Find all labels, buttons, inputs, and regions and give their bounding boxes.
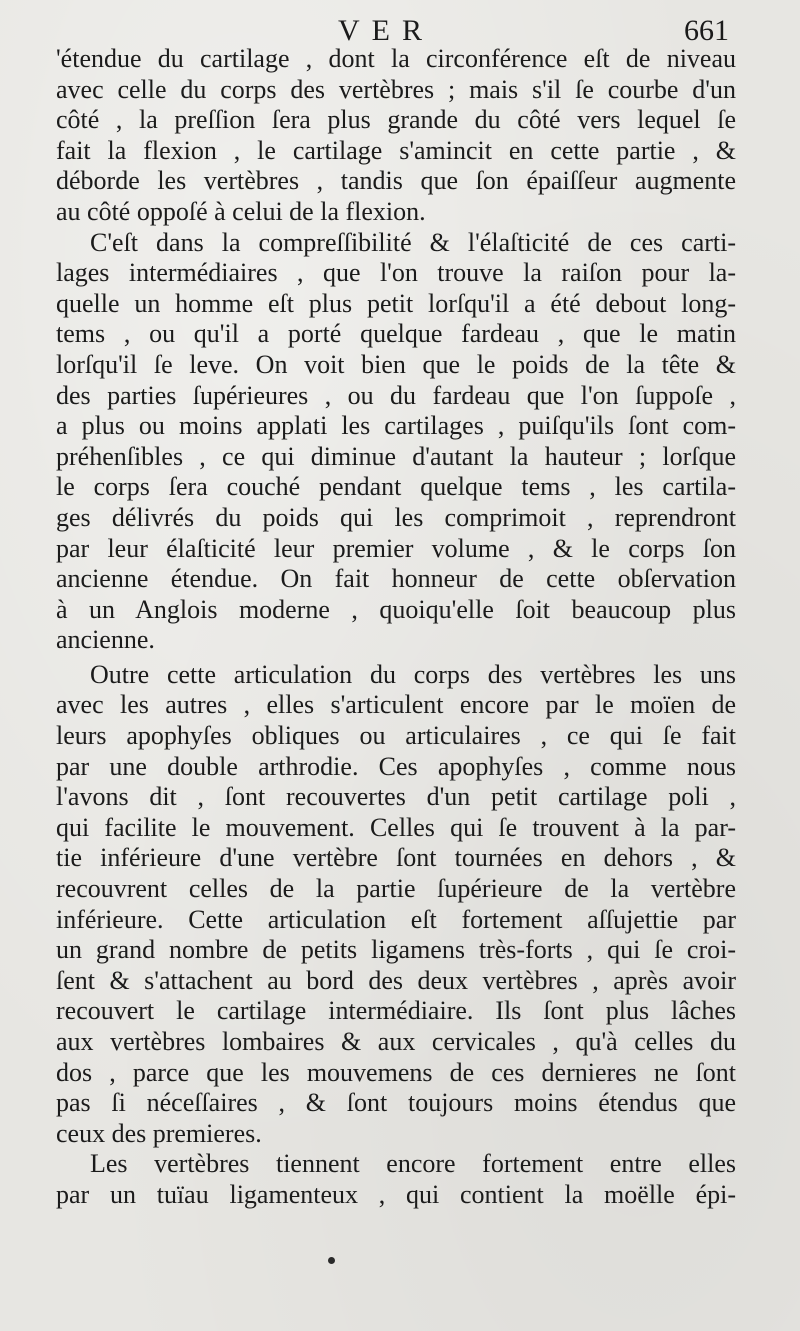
text-line: avec les autres , elles s'articulent encore par le moïen de <box>56 690 736 720</box>
text-line: par une double arthrodie. Ces apophyſes , comme nous <box>56 751 736 781</box>
text-line: dos , parce que les mouvemens de ces dernieres ne ſont <box>56 1057 736 1087</box>
text-line: fait la flexion , le cartilage s'amincit en cette partie , & <box>56 135 736 165</box>
text-line: leurs apophyſes obliques ou articulaires , ce qui ſe fait <box>56 721 736 751</box>
text-line: recouvert le cartilage intermédiaire. Ils ſont plus lâches <box>56 996 736 1026</box>
text-line: lages intermédiaires , que l'on trouve la raiſon pour la- <box>56 258 736 288</box>
text-line: déborde les vertèbres , tandis que ſon épaiſſeur augmente <box>56 166 736 196</box>
text-line: aux vertèbres lombaires & aux cervicales , qu'à celles du <box>56 1027 736 1056</box>
text-line: l'avons dit , ſont recouvertes d'un petit cartilage poli , <box>56 782 736 812</box>
text-line: ges délivrés du poids qui les comprimoit , reprendront <box>56 502 736 532</box>
paragraph-1 <box>56 44 736 228</box>
running-title: VER <box>338 14 434 47</box>
text-line: Outre cette articulation du corps des vertèbres les uns <box>90 659 736 689</box>
text-line: ancienne étendue. On fait honneur de cette obſervation <box>56 564 736 594</box>
text-line: côté , la preſſion ſera plus grande du côté vers lequel ſe <box>56 105 736 135</box>
text-line: inférieure. Cette articulation eſt fortement aſſujettie par <box>56 904 736 934</box>
text-line: ceux des premieres. <box>56 1118 262 1148</box>
text-line: par leur élaſticité leur premier volume , & le corps ſon <box>56 533 736 563</box>
paragraph-3 <box>56 660 736 1150</box>
text-line: des parties ſupérieures , ou du fardeau que l'on ſuppoſe , <box>56 380 736 410</box>
text-line: quelle un homme eſt plus petit lorſqu'il a été debout long- <box>56 288 736 318</box>
text-line: qui facilite le mouvement. Celles qui ſe trouvent à la par- <box>56 812 736 842</box>
text-line: au côté oppoſé à celui de la flexion. <box>56 196 426 226</box>
text-line: tems , ou qu'il a porté quelque fardeau , que le matin <box>56 319 736 349</box>
text-line: 'étendue du cartilage , dont la circonférence eſt de niveau <box>56 44 736 73</box>
text-line: un grand nombre de petits ligamens très-forts , qui ſe croi- <box>56 935 736 965</box>
text-line: recouvrent celles de la partie ſupérieure de la vertèbre <box>56 874 736 904</box>
text-line: par un tuïau ligamenteux , qui contient la moëlle épi- <box>56 1179 736 1209</box>
signature-dot <box>328 1257 335 1264</box>
body-text <box>56 44 736 1211</box>
text-line: Les vertèbres tiennent encore fortement entre elles <box>90 1149 736 1179</box>
text-line: ſent & s'attachent au bord des deux vertèbres , après avoir <box>56 965 736 995</box>
text-line: le corps ſera couché pendant quelque tems , les cartila- <box>56 472 736 502</box>
text-line: préhenſibles , ce qui diminue d'autant la hauteur ; lorſque <box>56 441 736 471</box>
page-number: 661 <box>684 14 729 47</box>
text-line: avec celle du corps des vertèbres ; mais s'il ſe courbe d'un <box>56 74 736 104</box>
paragraph-2 <box>56 228 736 656</box>
paragraph-4 <box>56 1149 736 1210</box>
text-line: à un Anglois moderne , quoiqu'elle ſoit beaucoup plus <box>56 594 736 624</box>
text-line: lorſqu'il ſe leve. On voit bien que le poids de la tête & <box>56 349 736 379</box>
text-line: C'eſt dans la compreſſibilité & l'élaſticité de ces carti- <box>90 227 736 257</box>
text-line: tie inférieure d'une vertèbre ſont tournées en dehors , & <box>56 843 736 873</box>
text-line: ancienne. <box>56 625 155 655</box>
text-line: pas ſi néceſſaires , & ſont toujours moins étendus que <box>56 1088 736 1118</box>
text-line: a plus ou moins applati les cartilages , puiſqu'ils ſont com- <box>56 411 736 441</box>
